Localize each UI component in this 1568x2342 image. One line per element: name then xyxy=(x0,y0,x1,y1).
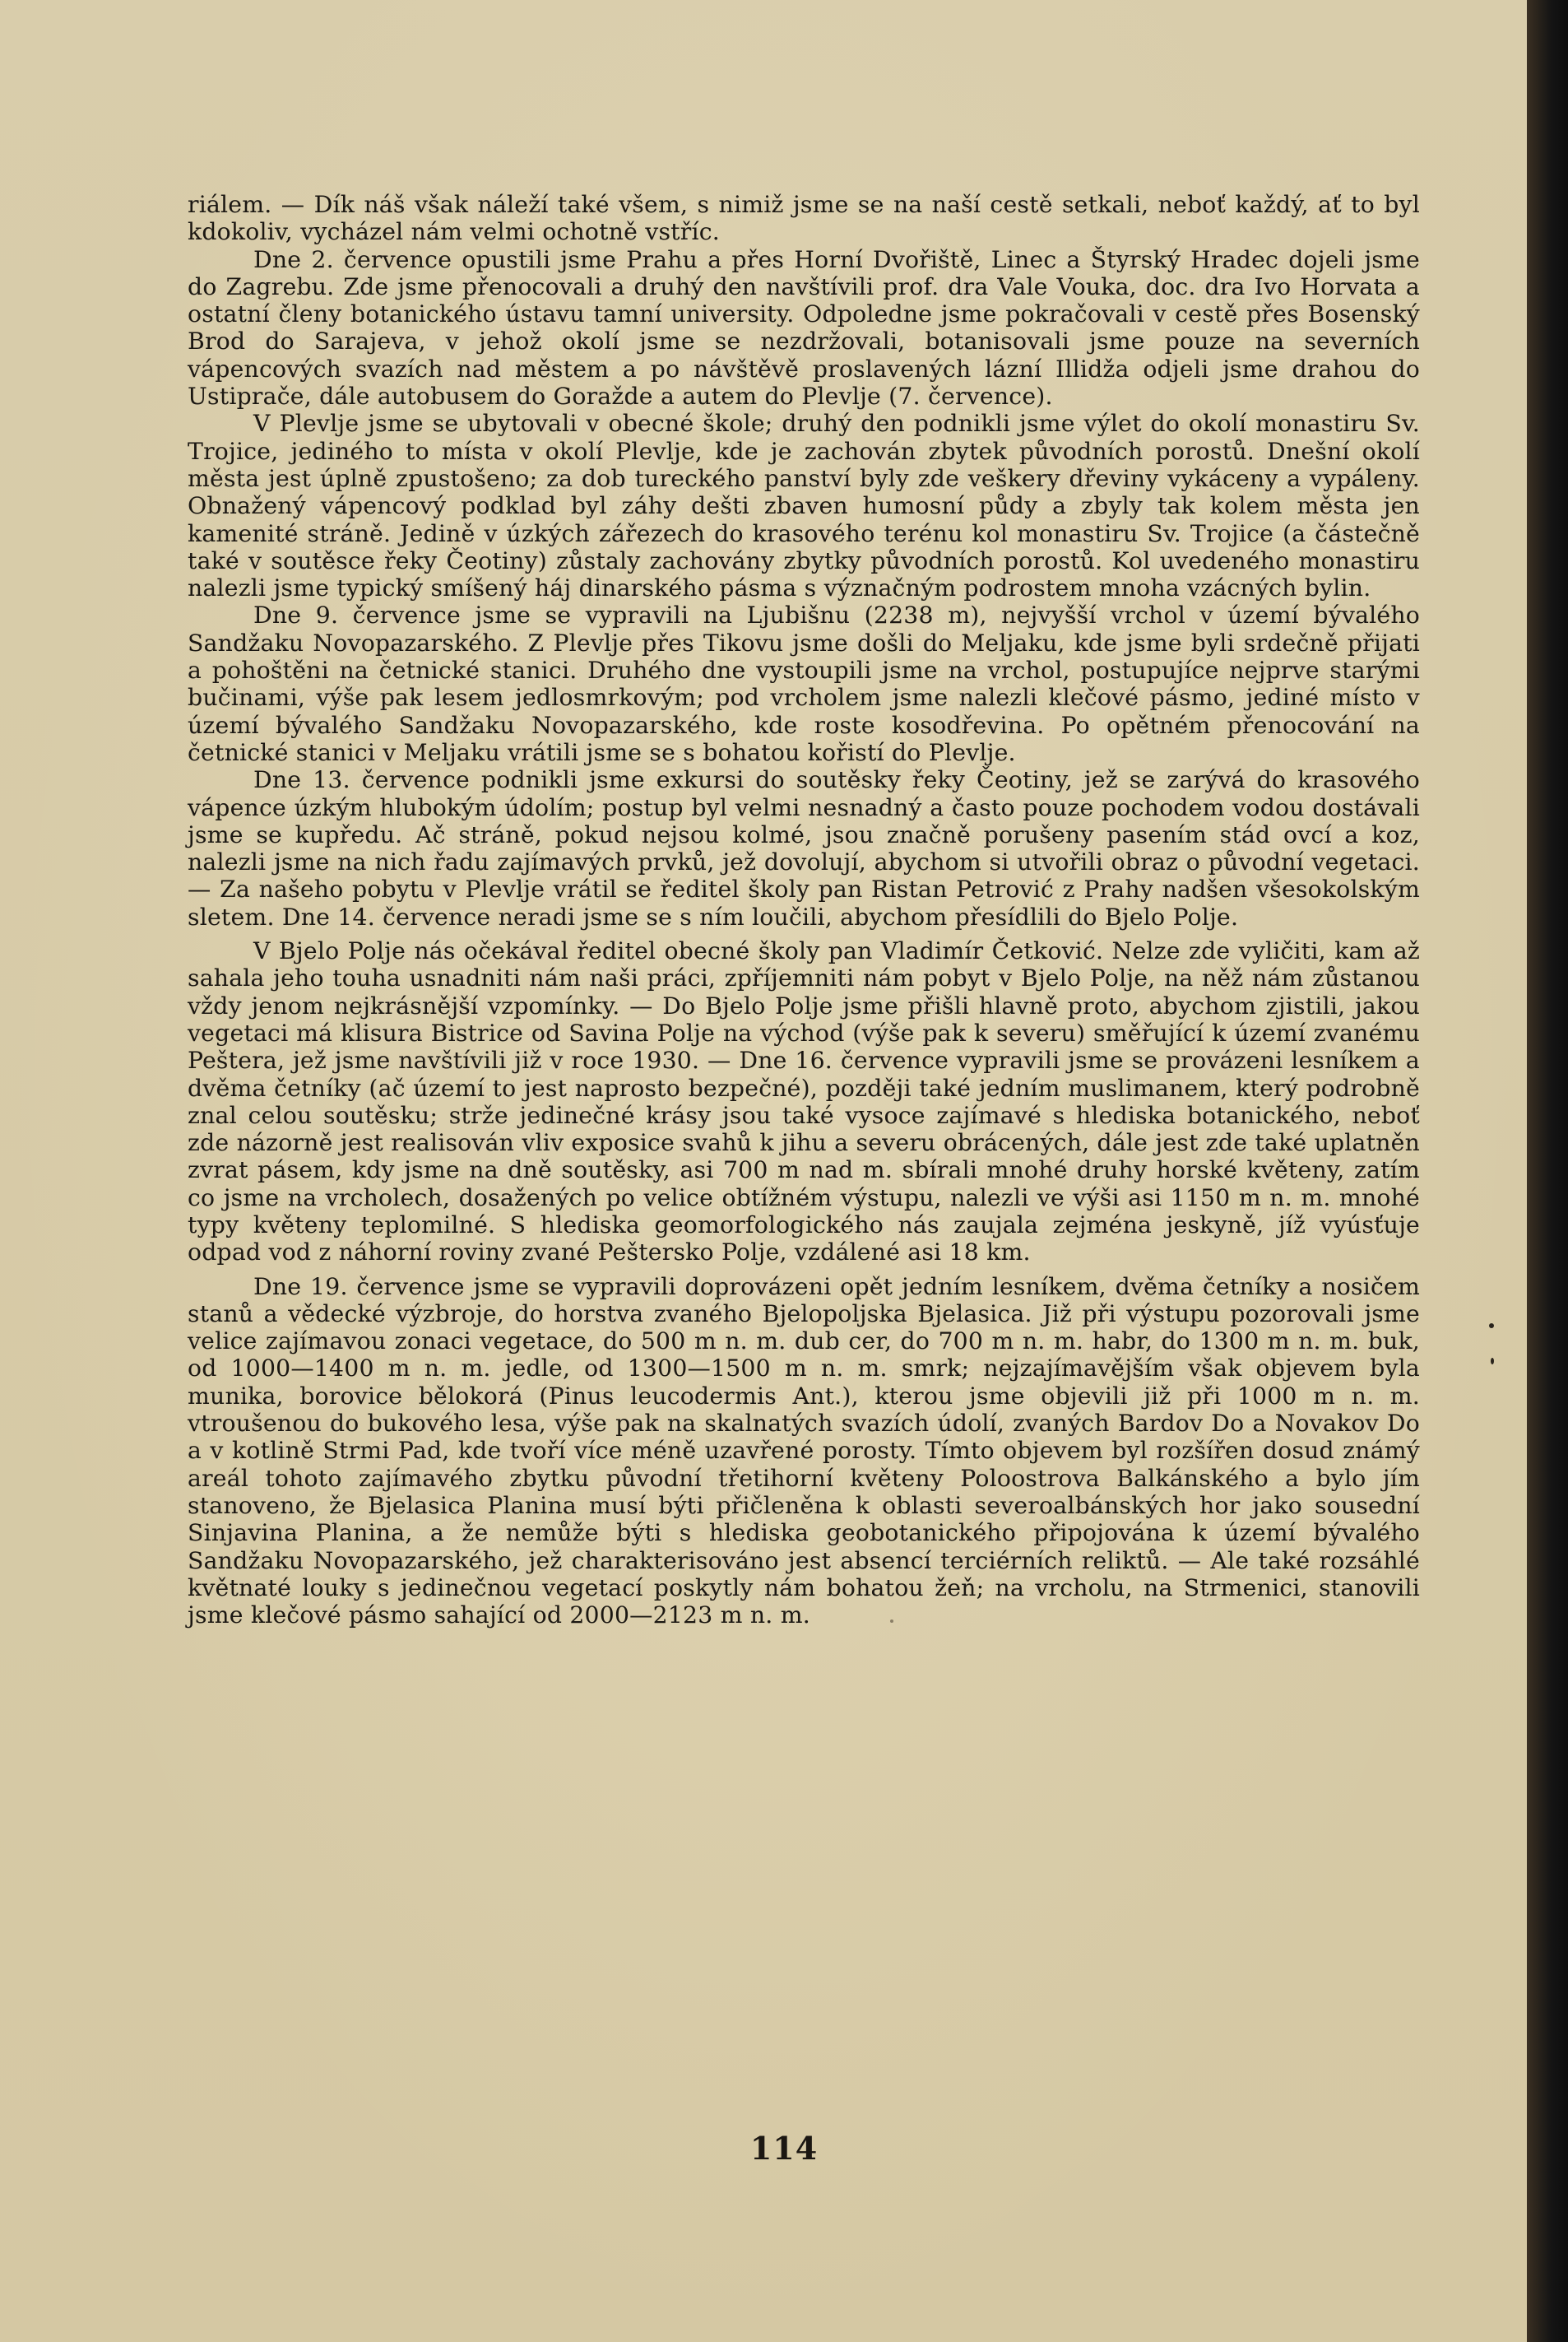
speck-mark xyxy=(1489,1323,1494,1328)
speck-mark xyxy=(890,1619,893,1623)
paragraph-1: riálem. — Dík náš však náleží také všem, s nimiž jsme se na naší cestě setkali, neboť každý, ať to byl kdokoliv, vycházel nám velmi ochotně vstříc. xyxy=(188,191,1420,246)
paragraph-2: Dne 2. července opustili jsme Prahu a přes Horní Dvořiště, Linec a Štyrský Hradec dojeli jsme do Zagrebu. Zde jsme přenocovali a druhý den navštívili prof. dra Vale Vouka, doc. dra Ivo Horvata a ostatní členy botanického ústavu tamní university. Odpoledne jsme pokračovali v cestě přes Bosenský Brod do Sarajeva, v jehož okolí jsme se nezdržovali, botanisovali jsme pouze na severních vápencových svazích nad městem a po návštěvě proslavených lázní Illidža odjeli jsme drahou do Ustiprače, dále autobusem do Goražde a autem do Plevlje (7. července). xyxy=(188,245,1420,411)
body-text xyxy=(188,191,1420,1629)
paragraph-7: Dne 19. července jsme se vypravili doprovázeni opět jedním lesníkem, dvěma četníky a nosičem stanů a vědecké výzbroje, do horstva zvaného Bjelopoljska Bjelasica. Již při výstupu pozorovali jsme velice zajímavou zonaci vegetace, do 500 m n. m. dub cer, do 700 m n. m. habr, do 1300 m n. m. buk, od 1000—1400 m n. m. jedle, od 1300—1500 m n. m. smrk; nejzajímavějším však objevem byla munika, borovice bělokorá (Pinus leucodermis Ant.), kterou jsme objevili již při 1000 m n. m. vtroušenou do bukového lesa, výše pak na skalnatých svazích údolí, zvaných Bardov Do a Novakov Do a v kotlině Strmi Pad, kde tvoří více méně uzavřené porosty. Tímto objevem byl rozšířen dosud známý areál tohoto zajímavého zbytku původní třetihorní květeny Poloostrova Balkánského a bylo jím stanoveno, že Bjelasica Planina musí býti přičleněna k oblasti severoalbánských hor jako sousední Sinjavina Planina, a že nemůže býti s hlediska geobotanického připojována k území bývalého Sandžaku Novopazarského, jež charakterisováno jest absencí terciérních reliktů. — Ale také rozsáhlé květnaté louky s jedinečnou vegetací poskytly nám bohatou žeň; na vrcholu, na Strmenici, stanovili jsme klečové pásmo sahající od 2000—2123 m n. m. xyxy=(188,1272,1420,1629)
paragraph-6: V Bjelo Polje nás očekával ředitel obecné školy pan Vladimír Četković. Nelze zde vyličiti, kam až sahala jeho touha usnadniti nám naši práci, zpříjemniti nám pobyt v Bjelo Polje, na něž nám zůstanou vždy jenom nejkrásnější vzpomínky. — Do Bjelo Polje jsme přišli hlavně proto, abychom zjistili, jakou vegetaci má klisura Bistrice od Savina Polje na východ (výše pak k severu) směřující k území zvanému Peštera, jež jsme navštívili již v roce 1930. — Dne 16. července vypravili jsme se provázeni lesníkem a dvěma četníky (ač území to jest naprosto bezpečné), později také jedním muslimanem, který podrobně znal celou soutěsku; strže jedinečné krásy jsou také vysoce zajímavé s hlediska botanického, neboť zde názorně jest realisován vliv exposice svahů k jihu a severu obrácených, dále jest zde také uplatněn zvrat pásem, kdy jsme na dně soutěsky, asi 700 m nad m. sbírali mnohé druhy horské květeny, zatím co jsme na vrcholech, dosažených po velice obtížném výstupu, nalezli ve výši asi 1150 m n. m. mnohé typy květeny teplomilné. S hlediska geomorfologického nás zaujala zejména jeskyně, jíž vyúsťuje odpad vod z náhorní roviny zvané Peštersko Polje, vzdálené asi 18 km. xyxy=(188,937,1420,1266)
paragraph-3: V Plevlje jsme se ubytovali v obecné škole; druhý den podnikli jsme výlet do okolí monastiru Sv. Trojice, jediného to místa v okolí Plevlje, kde je zachován zbytek původních porostů. Dnešní okolí města jest úplně zpustošeno; za dob tureckého panství byly zde veškery dřeviny vykáceny a vypáleny. Obnažený vápencový podklad byl záhy dešti zbaven humosní půdy a zbyly tak kolem města jen kamenité stráně. Jedině v úzkých zářezech do krasového terénu kol monastiru Sv. Trojice (a částečně také v soutěsce řeky Čeotiny) zůstaly zachovány zbytky původních porostů. Kol uvedeného monastiru nalezli jsme typický smíšený háj dinarského pásma s význačným podrostem mnoha vzácných bylin. xyxy=(188,410,1420,602)
page-edge-shadow xyxy=(1527,0,1568,2342)
speck-mark xyxy=(1491,1358,1494,1364)
paragraph-5: Dne 13. července podnikli jsme exkursi do soutěsky řeky Čeotiny, jež se zarývá do krasového vápence úzkým hlubokým údolím; postup byl velmi nesnadný a často pouze pochodem vodou dostávali jsme se kupředu. Ač stráně, pokud nejsou kolmé, jsou značně porušeny pasením stád ovcí a koz, nalezli jsme na nich řadu zajímavých prvků, jež dovolují, abychom si utvořili obraz o původní vegetaci. — Za našeho pobytu v Plevlje vrátil se ředitel školy pan Ristan Petrović z Prahy nadšen všesokolským sletem. Dne 14. července neradi jsme se s ním loučili, abychom přesídlili do Bjelo Polje. xyxy=(188,766,1420,931)
paragraph-4: Dne 9. července jsme se vypravili na Ljubišnu (2238 m), nejvyšší vrchol v území bývalého Sandžaku Novopazarského. Z Plevlje přes Tikovu jsme došli do Meljaku, kde jsme byli srdečně přijati a pohoštěni na četnické stanici. Druhého dne vystoupili jsme na vrchol, postupujíce nejprve starými bučinami, výše pak lesem jedlosmrkovým; pod vrcholem jsme nalezli klečové pásmo, jediné místo v území bývalého Sandžaku Novopazarského, kde roste kosodřevina. Po opětném přenocování na četnické stanici v Meljaku vrátili jsme se s bohatou kořistí do Plevlje. xyxy=(188,602,1420,766)
page-number: 114 xyxy=(749,2130,819,2167)
